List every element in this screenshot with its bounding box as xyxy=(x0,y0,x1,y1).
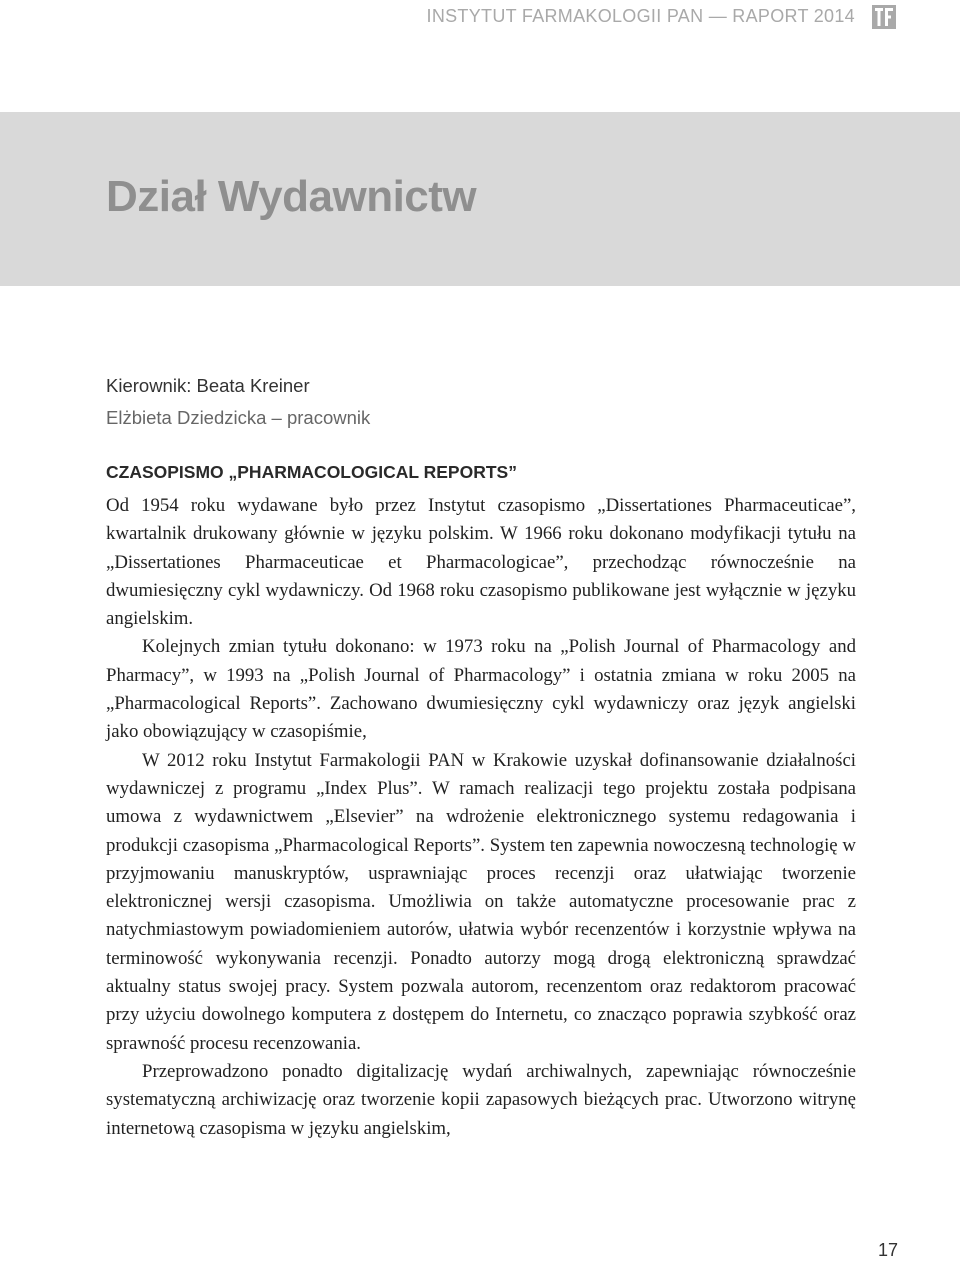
paragraph: W 2012 roku Instytut Farmakologii PAN w Krakowie uzyskał dofinansowanie działalności wydawniczej z programu „Index Plus”. W ramach realizacji tego projektu została podpisana umowa z wydawnictwem „Elsevier” na wdrożenie elektronicznego systemu redagowania i produkcji czasopisma „Pharmacological Reports”. System ten zapewnia nowoczesną technologię w przyjmowaniu manuskryptów, usprawniając proces recenzji oraz ułatwiając tworzenie elektronicznej wersji czasopisma. Umożliwia on także automatyczne procesowanie prac z natychmiastowym powiadomieniem autorów, ułatwia wybór recenzentów i korzystnie wpływa na terminowość wykonywania recenzji. Ponadto autorzy mogą drogą elektroniczną sprawdzać aktualny status swojej pracy. System pozwala autorom, recenzentom oraz redaktorom pracować przy użyciu dowolnego komputera z dostępem do Internetu, co znacząco poprawia szybkość oraz sprawność procesu recenzowania. xyxy=(106,749,856,1054)
body-text xyxy=(106,492,856,1143)
institute-logo-icon xyxy=(872,5,896,29)
staff-head: Kierownik: Beata Kreiner xyxy=(106,375,310,396)
section-heading: CZASOPISMO „PHARMACOLOGICAL REPORTS” xyxy=(106,462,517,482)
paragraph: Kolejnych zmian tytułu dokonano: w 1973 roku na „Polish Journal of Pharmacology and Pharmacy”, w 1993 na „Polish Journal of Pharmacology” i ostatnia zmiana w roku 2005 na „Pharmacological Reports”. Zachowano dwumiesięczny cykl wydawniczy oraz język angielski jako obowiązujący w czasopiśmie, xyxy=(106,636,856,743)
page-number: 17 xyxy=(877,1240,898,1260)
staff-member: Elżbieta Dziedzicka – pracownik xyxy=(106,407,371,428)
chapter-title: Dział Wydawnictw xyxy=(106,172,477,221)
running-head: INSTYTUT FARMAKOLOGII PAN — RAPORT 2014 xyxy=(426,6,855,26)
paragraph: Od 1954 roku wydawane było przez Instytut czasopismo „Dissertationes Pharmaceuticae”, kwartalnik drukowany głównie w języku polskim. W 1966 roku dokonano modyfikacji tytułu na „Dissertationes Pharmaceuticae et Pharmacologicae”, przechodząc równocześnie na dwumiesięczny cykl wydawniczy. Od 1968 roku czasopismo publikowane jest wyłącznie w języku angielskim. xyxy=(106,495,856,630)
chapter-banner xyxy=(0,112,960,286)
staff-block xyxy=(106,370,370,434)
paragraph: Przeprowadzono ponadto digitalizację wydań archiwalnych, zapewniając równocześnie systematyczną archiwizację oraz tworzenie kopii zapasowych bieżących prac. Utworzono witrynę internetową czasopisma w języku angielskim, xyxy=(106,1060,856,1139)
